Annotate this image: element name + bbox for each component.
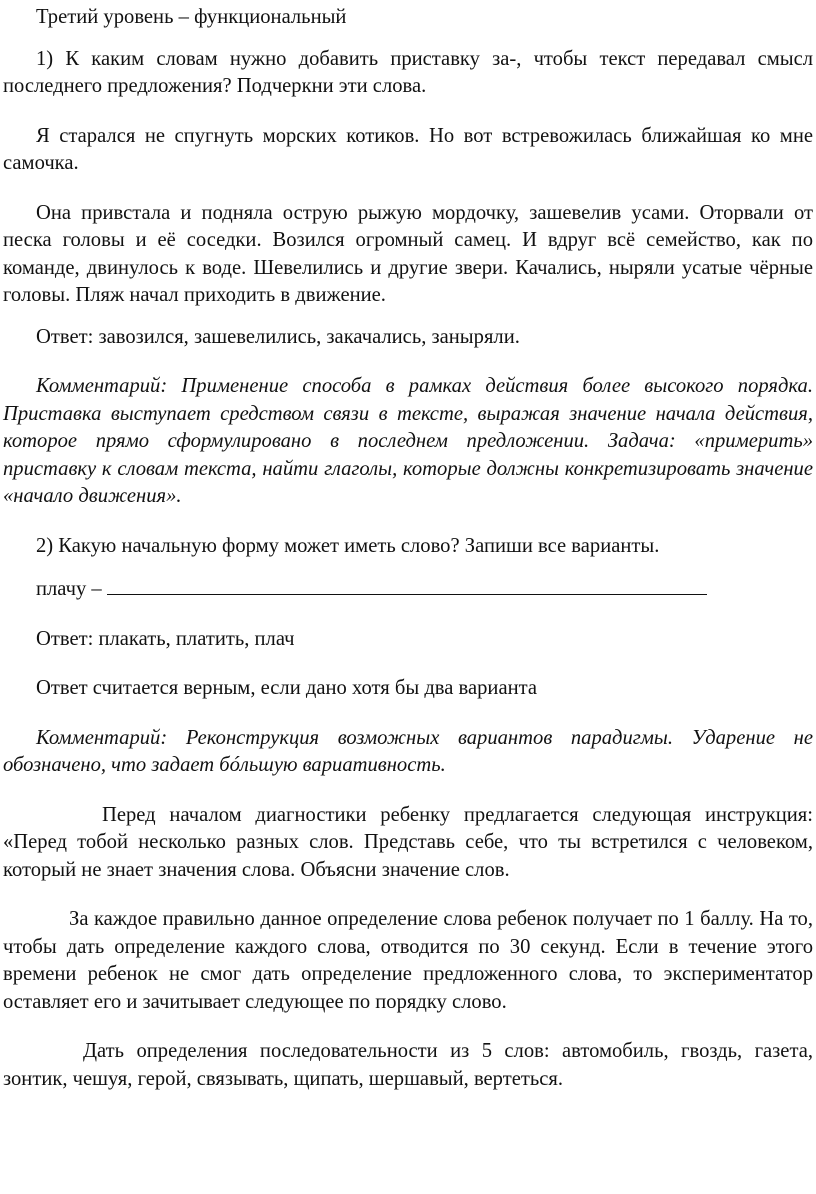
task1-answer: Ответ: завозился, зашевелились, закачались, заныряли. bbox=[36, 325, 520, 348]
task1-comment: Комментарий: Применение способа в рамках действия более высокого порядка. Приставка выступает средством связи в тексте, выражая значение начала действия, которое прямо сформулировано в последнем предложении. Задача: «примерить» приставку к словам текста, найти глаголы, которые должны конкретизировать значение «начало движения». bbox=[3, 375, 813, 507]
task1-text-paragraph-2: Она привстала и подняла острую рыжую мордочку, зашевелив усами. Оторвали от песка головы и её соседки. Возился огромный самец. И вдруг всё семейство, как по команде, двинулось к воде. Шевелились и другие звери. Качались, ныряли усатые чёрные головы. Пляж начал приходить в движение. bbox=[3, 201, 813, 306]
task1-text-paragraph-1: Я старался не спугнуть морских котиков. Но вот встревожилась ближайшая ко мне самочка. bbox=[3, 124, 813, 174]
task2-word-line bbox=[3, 574, 813, 604]
task2-question: 2) Какую начальную форму может иметь слово? Запиши все варианты. bbox=[36, 534, 660, 557]
task1-question: 1) К каким словам нужно добавить приставку за-, чтобы текст передавал смысл последнего предложения? Подчеркни эти слова. bbox=[3, 47, 813, 97]
answer-blank-line bbox=[107, 574, 707, 595]
instruction-paragraph: Перед началом диагностики ребенку предлагается следующая инструкция: «Перед тобой несколько разных слов. Представь себе, что ты встретился с человеком, который не знает значения слова. Объясни значение слов. bbox=[3, 803, 813, 881]
task2-comment: Комментарий: Реконструкция возможных вариантов парадигмы. Ударение не обозначено, что задает бóльшую вариативность. bbox=[3, 726, 813, 776]
task2-answer: Ответ: плакать, платить, плач bbox=[36, 627, 295, 650]
task2-criterion: Ответ считается верным, если дано хотя бы два варианта bbox=[36, 677, 537, 699]
scoring-paragraph: За каждое правильно данное определение слова ребенок получает по 1 баллу. На то, чтобы дать определение каждого слова, отводится по 30 секунд. Если в течение этого времени ребенок не смог дать определение предложенного слова, то экспериментатор оставляет его и зачитывает следующее по порядку слово. bbox=[3, 908, 813, 1013]
document-page bbox=[0, 4, 816, 1194]
task2-word-prompt: плачу – bbox=[36, 578, 102, 600]
words-task-paragraph: Дать определения последовательности из 5 слов: автомобиль, гвоздь, газета, зонтик, чешуя, герой, связывать, щипать, шершавый, вертеться. bbox=[3, 1040, 813, 1090]
section-heading: Третий уровень – функциональный bbox=[36, 6, 347, 28]
